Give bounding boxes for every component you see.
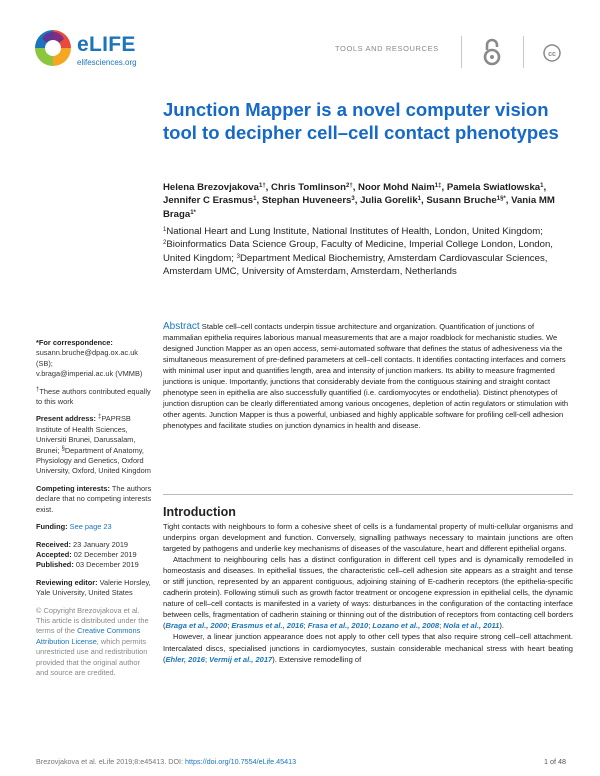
present-address-text: Department of Anatomy, Physiology and Genetics, Oxford University, Oxford, United Kingdom [36, 445, 151, 476]
correspondence-label: *For correspondence: [36, 338, 113, 347]
abstract-label: Abstract [163, 321, 200, 332]
author-name[interactable]: Stephan Huveneers [261, 195, 352, 207]
equal-contribution-note: †These authors contributed equally to this work [36, 386, 151, 407]
received-label: Received: [36, 539, 71, 549]
affiliation: National Heart and Lung Institute, National Institutes of Health, London, United Kingdom; [166, 226, 543, 237]
funding-block [36, 522, 152, 532]
header-divider [461, 36, 462, 68]
header-divider [523, 36, 524, 68]
affiliation: Department Medical Biochemistry, Amsterdam Cardiovascular Sciences, Amsterdam UMC, University of Amsterdam, Amsterdam, Netherlands [163, 252, 548, 277]
citation-link[interactable]: Vermij et al., 2017 [209, 654, 273, 664]
page-footer [36, 757, 566, 766]
citation-link[interactable]: Lozano et al., 2008 [372, 621, 440, 631]
copyright-text: which permits unrestricted use and redistribution provided that the original author and source are credited. [36, 636, 148, 677]
correspondence-email[interactable]: v.braga@imperial.ac.uk (VMMB) [36, 369, 143, 379]
copyright-block [36, 606, 152, 679]
dates-block [36, 540, 152, 571]
reviewing-editor-label: Reviewing editor: [36, 577, 98, 587]
page-number: 1 of 48 [544, 757, 566, 766]
author-sup: 3 [351, 196, 355, 203]
introduction-body [163, 521, 573, 665]
license-link[interactable]: Creative Commons Attribution License, [36, 626, 141, 646]
article-title: Junction Mapper is a novel computer vision tool to decipher cell–cell contact phenotypes [163, 99, 559, 143]
author-name[interactable]: Chris Tomlinson [271, 182, 346, 193]
svg-text:cc: cc [548, 51, 556, 58]
affil-sup: 2 [163, 240, 167, 247]
citation-link[interactable]: Frasa et al., 2010 [307, 621, 369, 631]
correspondence-initials: (SB); [36, 358, 53, 368]
page-header [0, 0, 600, 90]
author-sup: 1† [258, 183, 266, 189]
citation-link[interactable]: Nola et al., 2011 [443, 621, 500, 631]
doi-link[interactable]: https://doi.org/10.7554/eLife.45413 [185, 757, 297, 766]
accepted-date: 02 December 2019 [73, 549, 137, 559]
affil-sup: 1 [163, 227, 167, 233]
author-sup: 1 [540, 183, 544, 189]
received-date: 23 January 2019 [72, 539, 129, 549]
citation-link[interactable]: Erasmus et al., 2016 [231, 621, 304, 631]
author-sup: 1§* [496, 196, 506, 203]
paragraph-text: ). Extensive remodelling of [272, 654, 362, 664]
author-sup: 1 [253, 196, 257, 203]
affiliation: Bioinformatics Data Science Group, Faculty of Medicine, Imperial College London, London, United Kingdom; [163, 239, 553, 264]
abstract [163, 321, 573, 431]
present-address-text: PAPRSB Institute of Health Sciences, Universiti Brunei, Darussalam, Brunei; [36, 414, 136, 455]
open-access-icon [482, 38, 502, 66]
paragraph: However, a linear junction appearance does not apply to other cell types that also require strong cell–cell attachment. Intercalated discs, specialised junctions in cardiomyocytes, sustain considerable mechanical stress with heart beating (Ehler, 2016; Vermij et al., 2017). Extensive remodelling of [163, 632, 573, 664]
introduction-heading: Introduction [163, 505, 236, 519]
author-sup: 1 [417, 196, 422, 203]
competing-interests-label: Competing interests: [36, 483, 110, 493]
reviewing-editor: Valerie Horsley, Yale University, United States [36, 577, 151, 598]
published-date: 03 December 2019 [75, 560, 139, 570]
author-name[interactable]: Vania MM Braga [163, 195, 555, 220]
affil-sup: 3 [236, 253, 240, 260]
article-sidebar [36, 338, 152, 685]
section-divider [163, 494, 573, 495]
citation-link[interactable]: Ehler, 2016 [165, 654, 205, 664]
present-address-label: Present address: [36, 414, 96, 424]
author-sup: 1* [190, 209, 196, 216]
published-label: Published: [36, 560, 74, 570]
paragraph-text: However, a linear junction appearance does not apply to other cell types that also require strong cell–cell attachment. Intercalated discs, specialised junctions in cardiomyocytes, sustain considerable mechanical stress with heart beating ( [163, 632, 573, 664]
author-list: Helena Brezovjakova$^{1\dagger}$, Chris Tomlinson$^{2\dagger}$, Noor Mohd Naim$^{1\ddagger}$, Pamela Swiatlowska$^1$, Jennifer C Erasmus$^1$, Stephan Huveneers$^3$, Julia Gorelik$^1$, Susann Bruche$^{1\S*}$, Vania MM Braga$^{1*}$ [163, 182, 555, 220]
author-name[interactable]: Jennifer C Erasmus [163, 195, 254, 207]
competing-interests-block [36, 484, 152, 515]
abstract-text: Stable cell–cell contacts underpin tissue architecture and organization. Quantification of junctions of mammalian epithelia requires laborious manual measurements that are a major roadblock for mechanistic studies. We designed Junction Mapper as an open access, semi-automated software that defines the status of adhesiveness via the simultaneous measurement of pre-defined parameters at cell–cell contacts. It identifies contacting interfaces and corners with minimal user input and quantifies length, area and intensity of junction markers. Its ability to measure fragmented junctions is unique. Importantly, junctions that considerably deviate from the contiguous staining and straight contact phenotype seen in epithelia are also successfully quantified (i.e. cardiomyocytes or endothelia). Distinct phenotypes of junction disruption can be clearly differentiated among various oncogenes, depletion of actin regulators or stimulation with other agents. Junction Mapper is thus a powerful, unbiased and highly applicable software for profiling cell-cell adhesion phenotypes and facilitate studies on junction dynamics in health and disease. [163, 322, 569, 431]
funding-link[interactable]: See page 23 [69, 522, 112, 532]
author-name[interactable]: Noor Mohd Naim [358, 182, 435, 193]
correspondence-block [36, 338, 152, 380]
paragraph: Tight contacts with neighbours to form a cohesive sheet of cells is a fundamental property of multi-cellular organisms and underpins organ development and function. Conversely, signalling pathways necessary to maintain junctions are often targeted by pathogens and underlie key mechanisms of diseases of the vasculature, heart and different epithelial organs. [163, 522, 573, 554]
citation-link[interactable]: Braga et al., 2000 [165, 621, 228, 631]
elife-logo-icon [33, 28, 73, 68]
author-name[interactable]: Helena Brezovjakova [163, 182, 259, 193]
paragraph-text: Attachment to neighbouring cells has a distinct configuration in different cell types and is dynamically remodelled in homeostasis and diseases. In epithelial tissues, the characteristic cell–cell adhesion site appears as a straight and tense or stiff junction, represented by an apparent contiguous, adjoining staining of E-cadherin receptors (the epithelia-specific cadherin protein). Following stimuli such as growth factor treatment or oncogene expression in epithelial cells, the dynamic nature of cell–cell contacts is manifested in a variety of ways: disturbances in the configuration of the contacting interface between cells, fragmentation of cadherin staining or thinning out of the distribution of receptors from contacting cell borders ( [163, 555, 573, 631]
correspondence-email[interactable]: susann.bruche@dpag.ox.ac.uk [36, 348, 139, 358]
competing-interests-text: The authors declare that no competing interests exist. [36, 483, 152, 514]
paragraph: Attachment to neighbouring cells has a distinct configuration in different cell types and is dynamically remodelled in homeostasis and diseases. In epithelial tissues, the characteristic cell–cell adhesion site appears as a straight and tense or stiff junction, represented by an apparent contiguous, adjoining staining of E-cadherin receptors (the epithelia-specific cadherin protein). Following stimuli such as growth factor treatment or oncogene expression in epithelial cells, the dynamic nature of cell–cell contacts is manifested in a variety of ways: disturbances in the configuration of the contacting interface between cells, fragmentation of cadherin staining or thinning out of the distribution of receptors from contacting cell borders (Braga et al., 2000; Erasmus et al., 2016; Frasa et al., 2010; Lozano et al., 2008; Nola et al., 2011). [163, 555, 573, 631]
elife-logo-text: eLIFE [77, 33, 136, 56]
elife-url[interactable]: elifesciences.org [77, 58, 137, 67]
present-address-block: Present address: ‡PAPRSB Institute of Health Sciences, Universiti Brunei, Darussalam, Brunei; §Department of Anatomy, Physiology and Genetics, Oxford University, Oxford, United Kingdom [36, 414, 151, 476]
equal-contribution-text: These authors contributed equally to this work [36, 386, 151, 407]
author-sup: 2† [346, 183, 353, 189]
funding-label: Funding: [36, 522, 68, 532]
affiliations [163, 225, 573, 278]
reviewing-editor-block [36, 578, 152, 599]
author-sup: 1‡ [434, 183, 442, 189]
copyright-text: © Copyright Brezovjakova et al. This article is distributed under the terms of the [36, 605, 149, 636]
footer-citation: Brezovjakova et al. eLife 2019;8:e45413. DOI: [36, 757, 186, 766]
article-type-label: TOOLS AND RESOURCES [335, 44, 439, 53]
accepted-label: Accepted: [36, 549, 72, 559]
author-name[interactable]: Julia Gorelik [360, 195, 418, 207]
author-name[interactable]: Pamela Swiatlowska [446, 182, 541, 193]
author-name[interactable]: Susann Bruche [426, 195, 497, 207]
creative-commons-icon [543, 44, 561, 62]
